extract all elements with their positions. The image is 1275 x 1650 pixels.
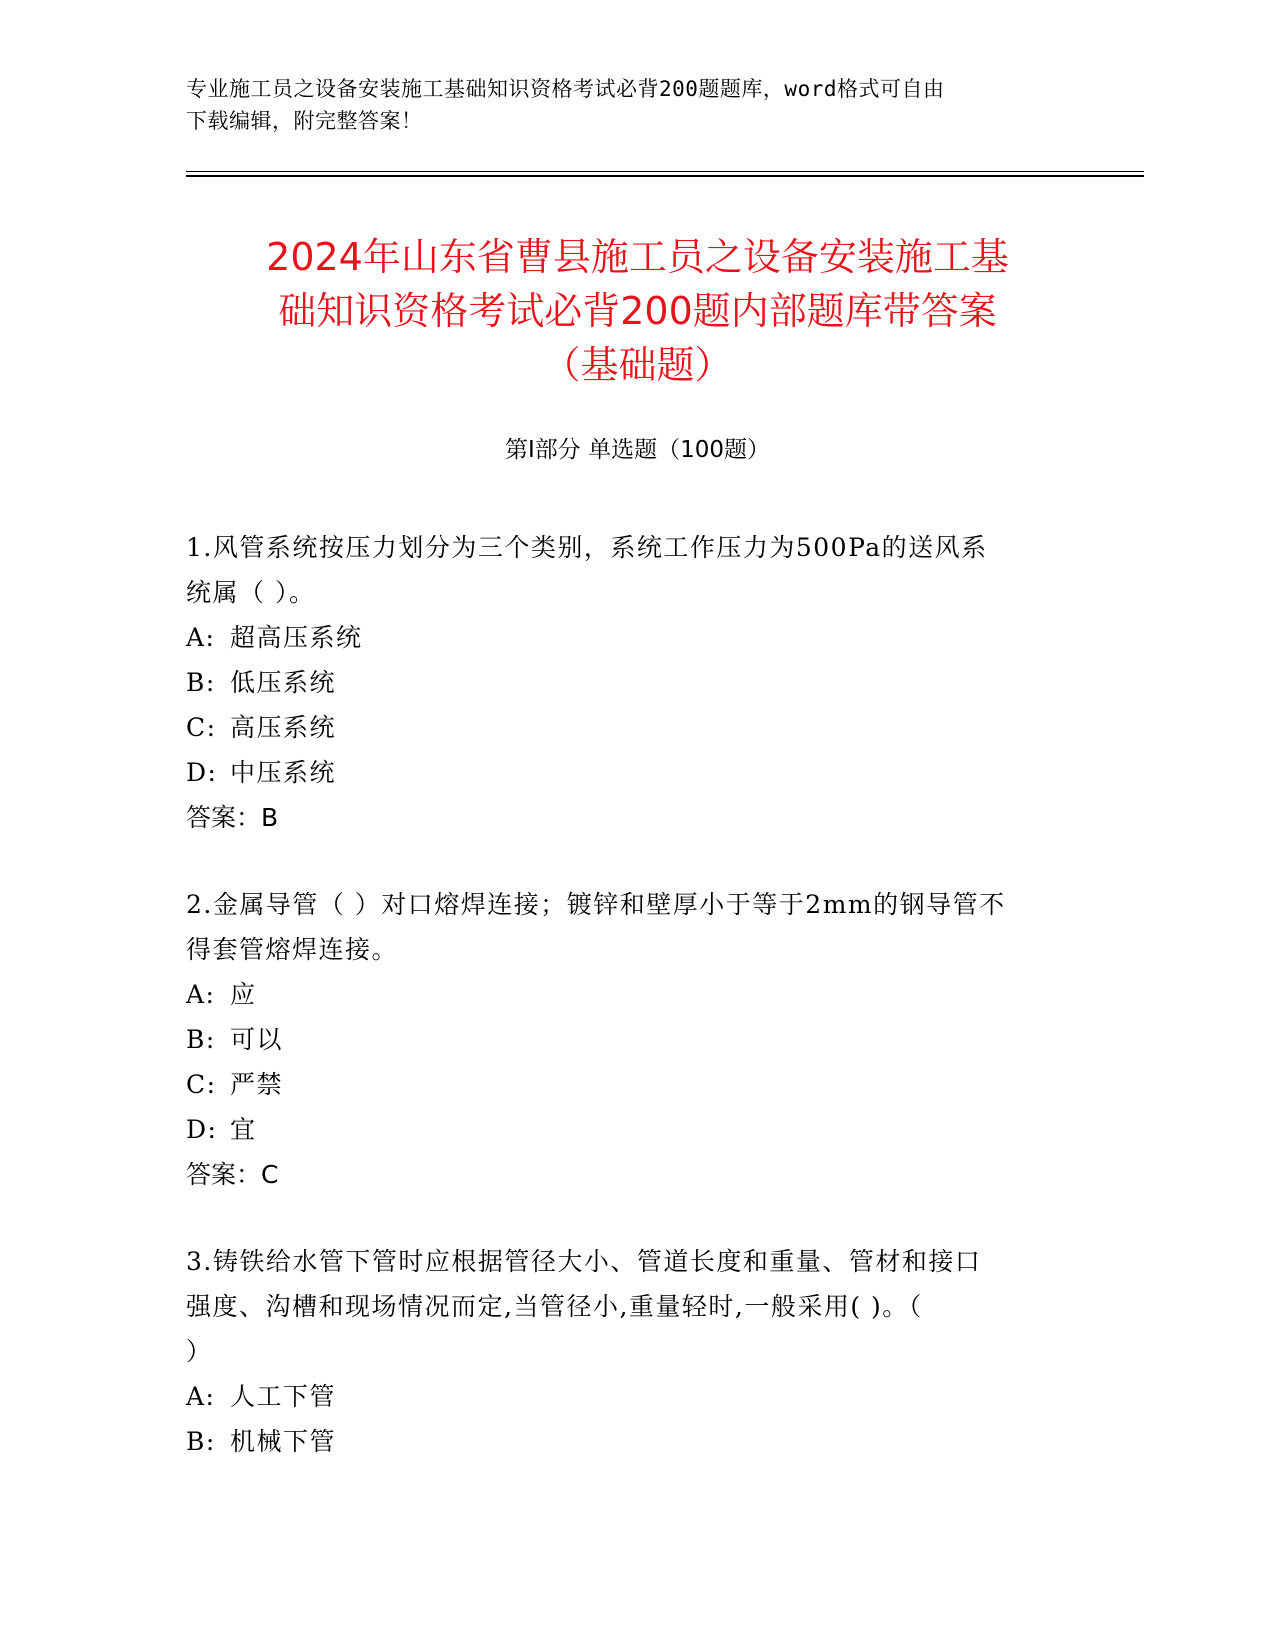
option-key: A: bbox=[186, 980, 216, 1009]
question-stem: 强度、沟槽和现场情况而定,当管径小,重量轻时,一般采用( )。（ bbox=[186, 1292, 923, 1321]
question-list bbox=[186, 525, 1086, 1506]
question-item bbox=[186, 525, 1086, 840]
option-text: 超高压系统 bbox=[230, 623, 363, 652]
question-stem: 3.铸铁给水管下管时应根据管径大小、管道长度和重量、管材和接口 bbox=[186, 1247, 982, 1276]
option-key: B: bbox=[186, 1025, 216, 1054]
question-option bbox=[186, 1374, 1086, 1419]
question-option bbox=[186, 1062, 1086, 1107]
option-key: B: bbox=[186, 668, 216, 697]
question-stem: 1.风管系统按压力划分为三个类别，系统工作压力为500Pa的送风系 bbox=[186, 533, 988, 562]
option-text: 应 bbox=[230, 980, 257, 1009]
option-text: 严禁 bbox=[230, 1070, 284, 1099]
question-option bbox=[186, 660, 1086, 705]
option-text: 人工下管 bbox=[230, 1382, 337, 1411]
option-key: C: bbox=[186, 1070, 217, 1099]
question-option bbox=[186, 1419, 1086, 1464]
title-line: （基础题） bbox=[542, 343, 733, 387]
question-stem: 2.金属导管（ ）对口熔焊连接；镀锌和壁厚小于等于2mm的钢导管不 bbox=[186, 890, 1006, 919]
header-divider-thick bbox=[186, 175, 1144, 177]
option-key: C: bbox=[186, 713, 217, 742]
option-key: D: bbox=[186, 758, 218, 787]
question-stem: 统属（ ）。 bbox=[186, 578, 316, 607]
question-answer: 答案：C bbox=[186, 1160, 279, 1189]
option-text: 机械下管 bbox=[230, 1427, 337, 1456]
question-option bbox=[186, 615, 1086, 660]
question-option bbox=[186, 750, 1086, 795]
question-item bbox=[186, 882, 1086, 1197]
title-line: 础知识资格考试必背200题内部题库带答案 bbox=[278, 289, 997, 333]
option-text: 低压系统 bbox=[230, 668, 337, 697]
question-option bbox=[186, 1017, 1086, 1062]
title-line: 2024年山东省曹县施工员之设备安装施工基 bbox=[266, 235, 1009, 279]
option-key: B: bbox=[186, 1427, 216, 1456]
header-note-line: 专业施工员之设备安装施工基础知识资格考试必背200题题库，word格式可自由 bbox=[186, 77, 945, 101]
question-stem: 得套管熔焊连接。 bbox=[186, 935, 399, 964]
option-text: 可以 bbox=[230, 1025, 284, 1054]
option-key: A: bbox=[186, 623, 216, 652]
option-text: 高压系统 bbox=[230, 713, 337, 742]
option-text: 中压系统 bbox=[230, 758, 337, 787]
question-stem: ） bbox=[186, 1337, 213, 1366]
document-title bbox=[150, 230, 1125, 392]
header-note-line: 下载编辑，附完整答案！ bbox=[186, 109, 423, 133]
question-item bbox=[186, 1239, 1086, 1464]
section-heading: 第Ⅰ部分 单选题（100题） bbox=[505, 437, 770, 463]
question-answer: 答案：B bbox=[186, 803, 279, 832]
header-note bbox=[186, 73, 1086, 137]
option-text: 宜 bbox=[230, 1115, 257, 1144]
question-option bbox=[186, 972, 1086, 1017]
question-option bbox=[186, 705, 1086, 750]
option-key: D: bbox=[186, 1115, 218, 1144]
option-key: A: bbox=[186, 1382, 216, 1411]
question-option bbox=[186, 1107, 1086, 1152]
header-divider-thin bbox=[186, 171, 1144, 172]
